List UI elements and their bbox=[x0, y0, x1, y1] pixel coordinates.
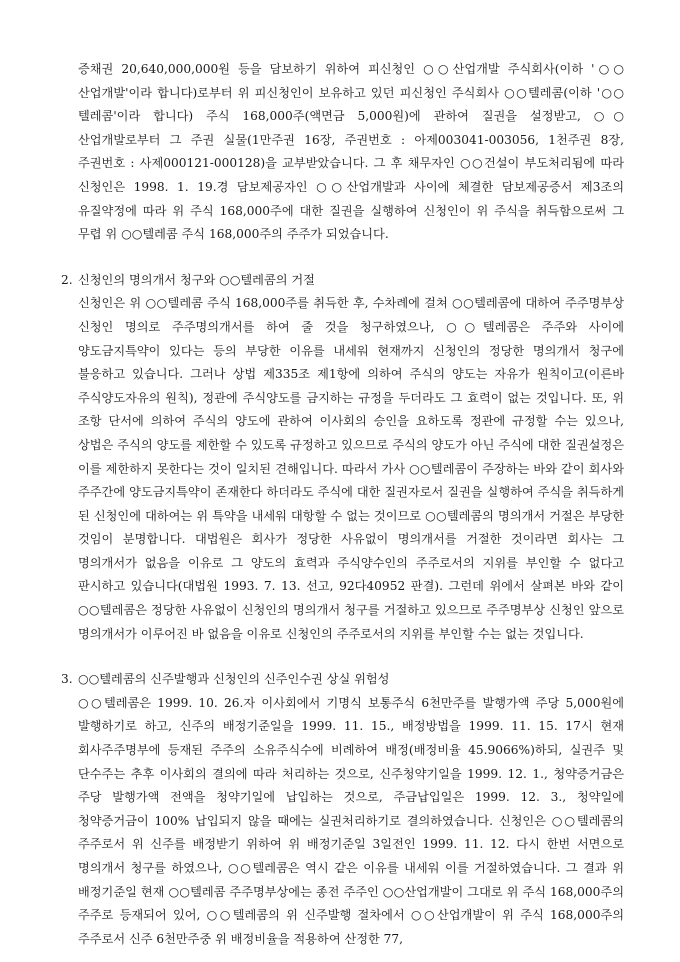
section-heading bbox=[61, 269, 624, 293]
intro-paragraph: 증채권 20,640,000,000원 등을 담보하기 위하여 피신청인 ○○산업개발 주식회사(이하 '○○산업개발'이라 합니다)로부터 위 피신청인이 보유하고 있던 피신청인 주식회사 ○○텔레콤(이하 '○○텔레콤'이라 합니다) 주식 168,000주(액면금 5,000원)에 관하여 질권을 설정받고, ○○산업개발로부터 그 주권 실물(1만주권 16장, 주권번호 : 아제003041-003056, 1천주권 8장, 주권번호 : 사제000121-000128)을 교부받았습니다. 그 후 채무자인 ○○건설이 부도처리됨에 따라 신청인은 1998. 1. 19.경 담보제공자인 ○○산업개발과 사이에 체결한 담보제공증서 제3조의 유질약정에 따라 위 주식 168,000주에 대한 질권을 실행하여 신청인이 위 주식을 취득함으로써 그 무렵 위 ○○텔레콤 주식 168,000주의 주주가 되었습니다. bbox=[78, 62, 624, 242]
section-body: ○○텔레콤은 1999. 10. 26.자 이사회에서 기명식 보통주식 6천만주를 발행가액 주당 5,000원에 발행하기로 하고, 신주의 배정기준일을 1999. 11. 15., 배정방법을 1999. 11. 15. 17시 현재 회사주주명부에 등재된 주주의 소유주식수에 비례하여 배정(배정비율 45.9066%)하되, 실권주 및 단수주는 추후 이사회의 결의에 따라 처리하는 것으로, 신주청약기일을 1999. 12. 1., 청약증거금은 주당 발행가액 전액을 청약기일에 납입하는 것으로, 주금납입일은 1999. 12. 3., 청약일에 청약증거금이 100% 납입되지 않을 때에는 실권처리하기로 결의하였습니다. 신청인은 ○○텔레콤의 주주로서 위 신주를 배정받기 위하여 위 배정기준일 3일전인 1999. 11. 12. 다시 한번 서면으로 명의개서 청구를 하였으나, ○○텔레콤은 역시 같은 이유를 내세워 이를 거절하였습니다. 그 결과 위 배정기준일 현재 ○○텔레콤 주주명부상에는 종전 주주인 ○○산업개발이 그대로 위 주식 168,000주의 주주로 등재되어 있어, ○○텔레콤의 위 신주발행 절차에서 ○○산업개발이 위 주식 168,000주의 주주로서 신주 6천만주중 위 배정비율을 적용하여 산정한 77, bbox=[78, 695, 624, 946]
section-2 bbox=[61, 269, 624, 647]
section-number: 2. bbox=[61, 272, 73, 287]
section-title: 신청인의 명의개서 청구와 ○○텔레콤의 거절 bbox=[78, 272, 315, 287]
section-title: ○○텔레콤의 신주발행과 신청인의 신주인수권 상실 위험성 bbox=[78, 672, 390, 687]
section-body: 신청인은 위 ○○텔레콤 주식 168,000주를 취득한 후, 수차례에 걸쳐 ○○텔레콤에 대하여 주주명부상 신청인 명의로 주주명의개서를 하여 줄 것을 청구하였으나, ○○텔레콤은 주주와 사이에 양도금지특약이 있다는 등의 부당한 이유를 내세워 현재까지 신청인의 정당한 명의개서 청구에 불응하고 있습니다. 그러나 상법 제335조 제1항에 의하여 주식의 양도는 자유가 원칙이고(이른바 주식양도자유의 원칙), 정관에 주식양도를 금지하는 규정을 두더라도 그 효력이 없는 것입니다. 또, 위 조항 단서에 의하여 주식의 양도에 관하여 이사회의 승인을 요하도록 정관에 규정할 수는 있으나, 상법은 주식의 양도를 제한할 수 있도록 규정하고 있으므로 주식의 양도가 아닌 주식에 대한 질권설정은 이를 제한하지 못한다는 것이 일치된 견해입니다. 따라서 가사 ○○텔레콤이 주장하는 바와 같이 회사와 주주간에 양도금지특약이 존재한다 하더라도 주식에 대한 질권자로서 질권을 실행하여 주식을 취득하게 된 신청인에 대하여는 위 특약을 내세워 대항할 수 없는 것이므로 ○○텔레콤의 명의개서 거절은 부당한 것임이 분명합니다. 대법원은 회사가 정당한 사유없이 명의개서를 거절한 것이라면 회사는 그 명의개서가 없음을 이유로 그 양도의 효력과 주식양수인의 주주로서의 지위를 부인할 수 없다고 판시하고 있습니다(대법원 1993. 7. 13. 선고, 92다40952 판결). 그런데 위에서 살펴본 바와 같이 ○○텔레콤은 정당한 사유없이 신청인의 명의개서 청구를 거절하고 있으므로 주주명부상 신청인 앞으로 명의개서가 이루어진 바 없음을 이유로 신청인의 주주로서의 지위를 부인할 수는 없는 것입니다. bbox=[78, 296, 624, 641]
section-3 bbox=[61, 668, 624, 951]
section-number: 3. bbox=[61, 672, 73, 687]
section-heading bbox=[61, 668, 624, 692]
